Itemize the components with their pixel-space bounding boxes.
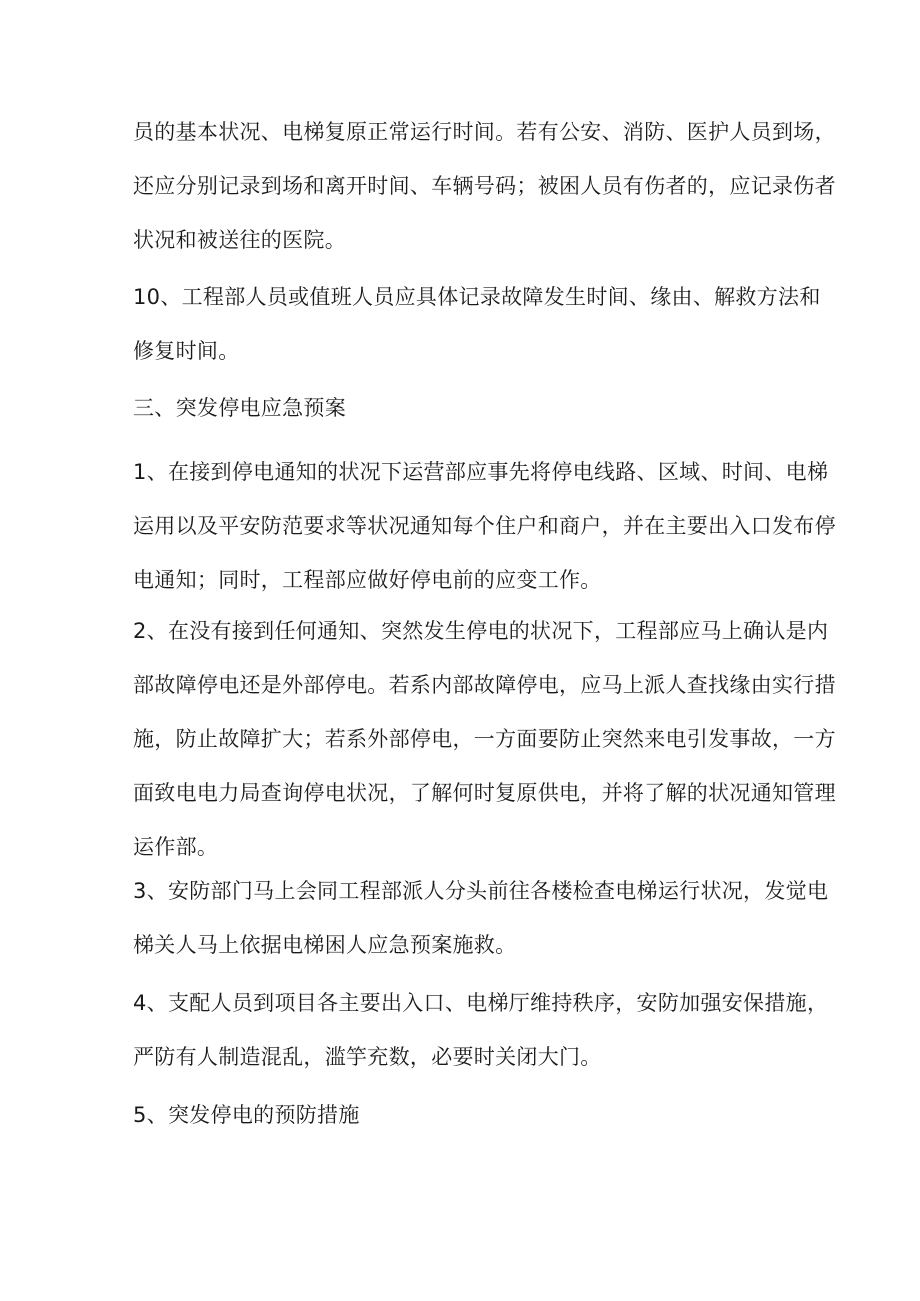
text-line: 4、支配人员到项目各主要出入口、电梯厅维持秩序，安防加强安保措施， bbox=[133, 991, 829, 1015]
text-line: 5、突发停电的预防措施 bbox=[133, 1103, 360, 1127]
text-line: 10、工程部人员或值班人员应具体记录故障发生时间、缘由、解救方法和 bbox=[133, 285, 821, 309]
text-line: 员的基本状况、电梯复原正常运行时间。若有公安、消防、医护人员到场， bbox=[133, 120, 836, 144]
paragraph-item-10 bbox=[133, 270, 821, 378]
paragraph-item-3 bbox=[133, 864, 829, 972]
text-line: 还应分别记录到场和离开时间、车辆号码；被困人员有伤者的，应记录伤者 bbox=[133, 174, 836, 198]
section-heading: 三、突发停电应急预案 bbox=[133, 396, 346, 420]
text-line: 严防有人制造混乱，滥竽充数，必要时关闭大门。 bbox=[133, 1045, 602, 1069]
text-line: 修复时间。 bbox=[133, 339, 240, 363]
text-line: 部故障停电还是外部停电。若系内部故障停电，应马上派人查找缘由实行措 bbox=[133, 673, 836, 697]
text-line: 面致电电力局查询停电状况，了解何时复原供电，并将了解的状况通知管理 bbox=[133, 781, 836, 805]
paragraph-item-1 bbox=[133, 445, 836, 607]
text-line: 梯关人马上依据电梯困人应急预案施救。 bbox=[133, 933, 517, 957]
paragraph-item-4 bbox=[133, 976, 829, 1084]
text-line: 状况和被送往的医院。 bbox=[133, 228, 346, 252]
text-line: 1、在接到停电通知的状况下运营部应事先将停电线路、区域、时间、电梯 bbox=[133, 460, 829, 484]
text-line: 电通知；同时，工程部应做好停电前的应变工作。 bbox=[133, 568, 602, 592]
paragraph-record-details bbox=[133, 105, 836, 267]
text-line: 运用以及平安防范要求等状况通知每个住户和商户，并在主要出入口发布停 bbox=[133, 514, 836, 538]
section-heading-power-outage bbox=[133, 381, 798, 435]
paragraph-item-2 bbox=[133, 604, 836, 874]
text-line: 运作部。 bbox=[133, 835, 219, 859]
text-line: 施，防止故障扩大；若系外部停电，一方面要防止突然来电引发事故，一方 bbox=[133, 727, 836, 751]
text-line: 3、安防部门马上会同工程部派人分头前往各楼检查电梯运行状况，发觉电 bbox=[133, 879, 829, 903]
text-line: 2、在没有接到任何通知、突然发生停电的状况下，工程部应马上确认是内 bbox=[133, 619, 829, 643]
paragraph-item-5 bbox=[133, 1088, 798, 1142]
